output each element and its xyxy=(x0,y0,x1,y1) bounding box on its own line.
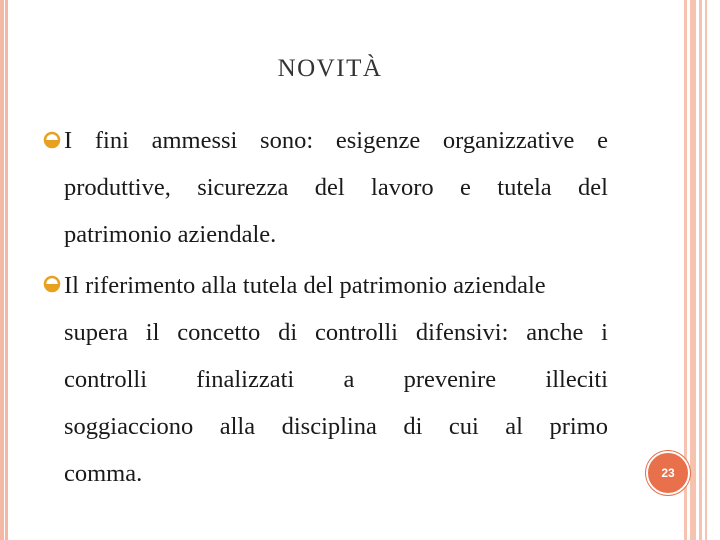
slide-title: NOVITÀ xyxy=(277,55,383,82)
paragraph-line: comma. xyxy=(64,460,143,487)
paragraph-line: I fini ammessi sono: esigenze organizzative e xyxy=(64,127,608,154)
bullet-icon xyxy=(42,130,62,150)
bullet-icon xyxy=(42,274,62,294)
paragraph-1 xyxy=(64,117,608,258)
paragraph-line: produttive, sicurezza del lavoro e tutela del xyxy=(64,174,608,201)
right-decorative-border xyxy=(684,0,720,540)
paragraph-line: Il riferimento alla tutela del patrimonio aziendale xyxy=(64,272,546,299)
paragraph-line: controlli finalizzati a prevenire illeciti xyxy=(64,366,608,393)
paragraph-line: supera il concetto di controlli difensivi: anche i xyxy=(64,319,608,346)
paragraph-line: patrimonio aziendale. xyxy=(64,221,277,248)
page-number-badge: 23 xyxy=(646,451,690,495)
paragraph-2 xyxy=(64,262,608,497)
paragraph-line: soggiacciono alla disciplina di cui al primo xyxy=(64,413,608,440)
